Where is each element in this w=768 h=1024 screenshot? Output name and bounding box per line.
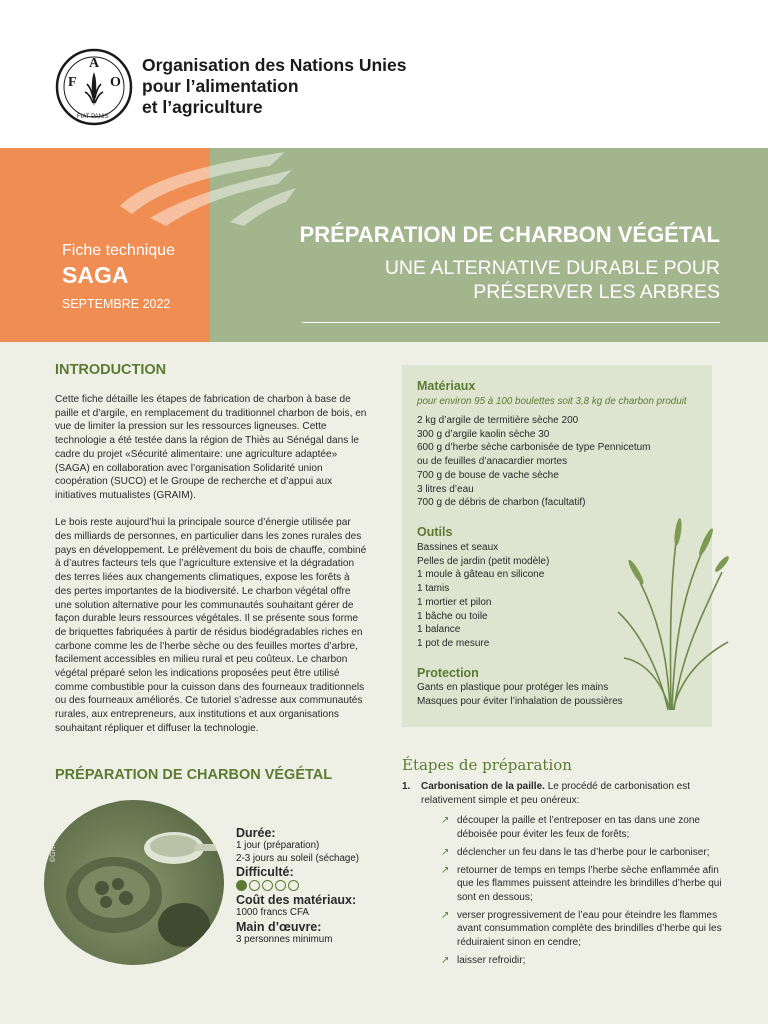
arrow-up-right-icon: ↗ xyxy=(441,864,450,876)
list-item: 1 bâche ou toile xyxy=(417,610,488,622)
arrow-up-right-icon: ↗ xyxy=(441,815,450,827)
logo-letter-o: O xyxy=(110,75,121,90)
arrow-up-right-icon: ↗ xyxy=(441,954,450,966)
difficulty-dot-empty xyxy=(275,880,286,891)
step-title: Carbonisation de la paille. xyxy=(421,781,545,792)
document-subtitle xyxy=(300,256,720,304)
step-text: Le procédé de carbonisation est relativement simple et peu onéreux: xyxy=(421,781,691,806)
subtitle-line: PRÉSERVER LES ARBRES xyxy=(473,281,720,303)
preparation-heading: PRÉPARATION DE CHARBON VÉGÉTAL xyxy=(55,767,333,783)
list-item: ↗ laisser refroidir; xyxy=(441,954,526,966)
logo-letter-f: F xyxy=(68,75,77,90)
list-item: 700 g de bouse de vache sèche xyxy=(417,469,559,481)
document-title: PRÉPARATION DE CHARBON VÉGÉTAL xyxy=(299,222,720,247)
tools-list xyxy=(417,541,549,651)
fao-logo-icon xyxy=(55,48,133,126)
list-item: ↗ retourner de temps en temps l’herbe sèche enflammée afin que les flammes puissent atteindre les brindilles d’herbe qui sont en dessous; xyxy=(441,864,722,903)
list-item: 300 g d’argile kaolin sèche 30 xyxy=(417,428,550,440)
substep-list xyxy=(441,814,722,967)
list-item: 1 balance xyxy=(417,624,461,636)
logo-letter-a: A xyxy=(89,56,100,71)
list-item: 2 kg d’argile de termitière sèche 200 xyxy=(417,415,579,426)
labor-value: 3 personnes minimum xyxy=(236,933,333,945)
list-item: Masques pour éviter l’inhalation de poussières xyxy=(417,695,623,707)
intro-paragraph: Le bois reste aujourd’hui la principale source d’énergie utilisée par des milliards de personnes, en particulier dans les zones rurales des pays en développement. Le prélèvement du bois de chauffe, combiné à d’autres facteurs tels que l’agriculture extensive et la dégradation des terres liées aux changements climatiques, expose les forêts à des pertes importantes de la biodiversité. Le charbon végétal offre une solution alternative pour les communautés souhaitant gérer de façon durable leurs ressources végétales. Il se présente sous forme de briquettes fabriquées à partir de résidus biodégradables riches en carbone comme les de l’herbe sèche ou des feuilles mortes d’arbre, facilement accessibles en milieu rural et peu coûteux. Le charbon végétal préparé selon les indications proposées peut être utilisé comme combustible pour la cuisson dans des fourneaux traditionnels ou des fourneaux améliorés. Ce tutoriel s’adresse aux communautés rurales, aux entrepreneurs, aux institutions et aux organisations souhaitant répliquer et diffuser la technologie. xyxy=(55,517,367,734)
list-item: Bassines et seaux xyxy=(417,542,499,553)
protection-heading: Protection xyxy=(417,666,479,680)
list-item: Pelles de jardin (petit modèle) xyxy=(417,555,550,567)
list-item: 1 moule à gâteau en silicone xyxy=(417,569,545,581)
list-item: 600 g d’herbe sèche carbonisée de type Pennicetum xyxy=(417,442,651,454)
list-item: Gants en plastique pour protéger les mains xyxy=(417,682,609,693)
list-item: 3 litres d’eau xyxy=(417,483,474,495)
org-line: et l’agriculture xyxy=(142,97,263,117)
list-item: 1 mortier et pilon xyxy=(417,596,492,608)
duration-value: 1 jour (préparation) xyxy=(236,840,320,851)
list-item: ↗ verser progressivement de l’eau pour éteindre les flammes avant consummation complète des brindilles d’herbe qui les réduiraient sinon en cendre; xyxy=(441,909,722,949)
difficulty-dot-filled xyxy=(236,880,247,891)
arrow-up-right-icon: ↗ xyxy=(441,846,450,858)
difficulty-label: Difficulté: xyxy=(236,865,294,879)
difficulty-dot-empty xyxy=(249,880,260,891)
list-item: 700 g de débris de charbon (facultatif) xyxy=(417,497,586,509)
intro-paragraph: Cette fiche détaille les étapes de fabrication de charbon à base de paille et d’argile, en remplacement du traditionnel charbon de bois, en vue de limiter la pression sur les ressources ligneuses. Cette technologie a été testée dans la région de Thiès au Sénégal dans le cadre du projet «Sécurité alimentaire: une agriculture adaptée» (SAGA) en collaboration avec l’organisation Solidarité union coopération (SUCO) et le Groupe de recherche et d’appui aux initiatives mutualistes (GRAIM). xyxy=(55,394,367,501)
difficulty-rating xyxy=(236,880,376,891)
globe-swoosh-icon xyxy=(110,148,300,228)
materials-note: pour environ 95 à 100 boulettes soit 3,8 kg de charbon produit xyxy=(417,396,687,407)
preparation-photo xyxy=(44,800,224,965)
materials-heading: Matériaux xyxy=(417,379,476,393)
list-item: ou de feuilles d’anacardier mortes xyxy=(417,456,568,468)
difficulty-dot-empty xyxy=(288,880,299,891)
org-line: Organisation des Nations Unies xyxy=(142,55,407,75)
steps-heading: Étapes de préparation xyxy=(402,756,572,774)
difficulty-dot-empty xyxy=(262,880,273,891)
organisation-name xyxy=(142,55,407,118)
photo-credit: ©GRAIM xyxy=(50,833,57,862)
tools-heading: Outils xyxy=(417,525,453,539)
subtitle-line: UNE ALTERNATIVE DURABLE POUR xyxy=(384,257,720,279)
grass-plant-icon xyxy=(610,512,730,712)
duration-value: 2-3 jours au soleil (séchage) xyxy=(236,852,360,864)
intro-text xyxy=(55,393,367,749)
step-1 xyxy=(402,780,722,971)
arrow-up-right-icon: ↗ xyxy=(441,909,450,921)
protection-list xyxy=(417,681,623,708)
logo-motto: FIAT PANIS xyxy=(77,114,109,120)
step-number: 1. xyxy=(402,781,411,792)
fiche-name: SAGA xyxy=(62,262,129,288)
photo-illustration xyxy=(44,800,224,965)
list-item: ↗ déclencher un feu dans le tas d’herbe pour le carboniser; xyxy=(441,846,710,858)
list-item: 1 pot de mesure xyxy=(417,637,490,649)
list-item: ↗ découper la paille et l’entreposer en tas dans une zone déboisée pour éviter les feux de forêts; xyxy=(441,815,700,841)
cost-value: 1000 francs CFA xyxy=(236,907,309,918)
list-item: 1 tamis xyxy=(417,583,450,595)
fiche-date: SEPTEMBRE 2022 xyxy=(62,297,171,311)
duration-label: Durée: xyxy=(236,826,276,840)
intro-heading: INTRODUCTION xyxy=(55,362,167,378)
fiche-label: Fiche technique xyxy=(62,242,175,259)
labor-label: Main d’œuvre: xyxy=(236,919,322,934)
preparation-facts xyxy=(236,826,376,946)
header xyxy=(0,0,768,148)
cost-label: Coût des matériaux: xyxy=(236,893,357,907)
title-divider xyxy=(302,322,720,323)
materials-list xyxy=(417,414,651,510)
org-line: pour l’alimentation xyxy=(142,76,299,96)
